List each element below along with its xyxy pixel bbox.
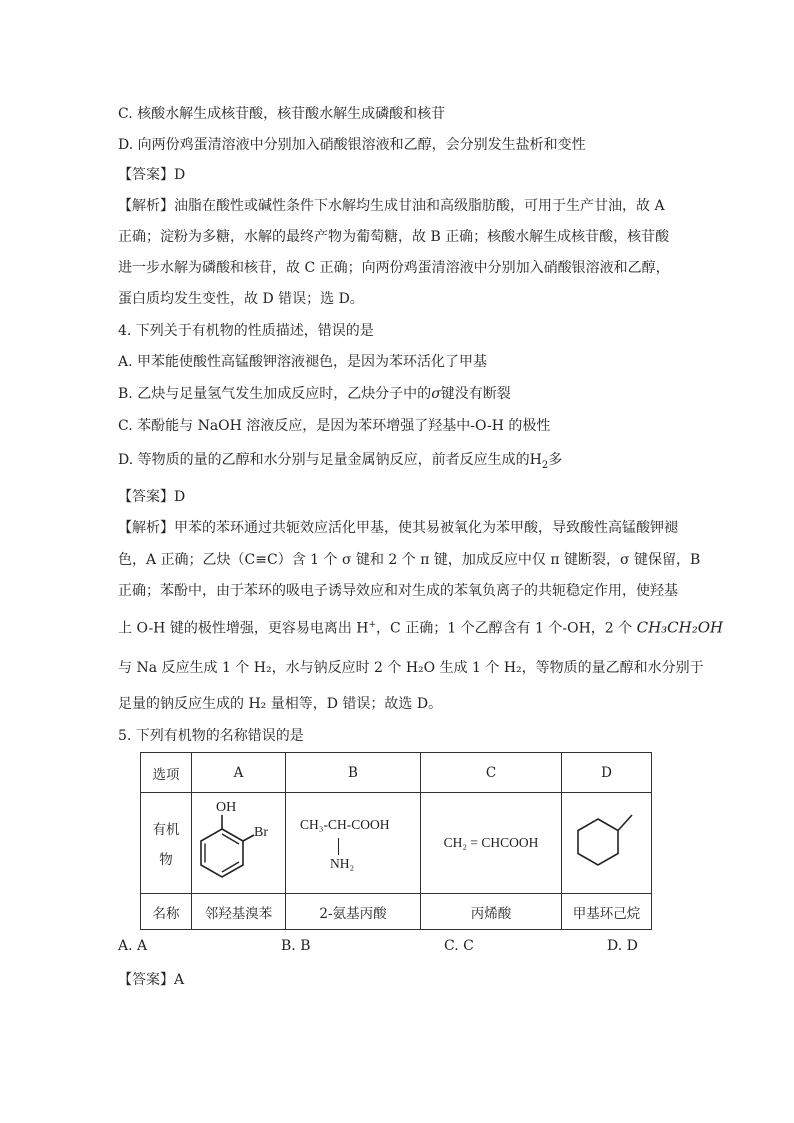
alanine-chain: CH₃-CH-COOH: [300, 817, 390, 832]
br-label: Br: [253, 825, 268, 840]
q4-answer: 【答案】D: [118, 489, 186, 505]
table-col-label: D: [562, 753, 652, 793]
q3-analysis-line: 【解析】油脂在酸性或碱性条件下水解均生成甘油和高级脂肪酸，可用于生产甘油，故 A: [118, 198, 665, 214]
name-cell: 甲基环己烷: [562, 894, 652, 930]
q4-option-c: C. 苯酚能与 NaOH 溶液反应，是因为苯环增强了羟基中-O-H 的极性: [118, 418, 551, 434]
q3-analysis-line: 进一步水解为磷酸和核苷，故 C 正确；向两份鸡蛋清溶液中分别加入硝酸银溶液和乙醇，: [118, 260, 670, 276]
q3-answer: 【答案】D: [118, 167, 186, 183]
table-row: [141, 753, 652, 793]
q4-option-d-text: D. 等物质的量的乙醇和水分别与足量金属钠反应，前者反应生成的: [118, 452, 530, 468]
table-row: [141, 894, 652, 930]
row-label: 有机: [152, 822, 180, 838]
choice-a: A. A: [118, 938, 148, 954]
q4-option-b: [118, 384, 511, 404]
q3-option-c: C. 核酸水解生成核苷酸，核苷酸水解生成磷酸和核苷: [118, 106, 446, 122]
q4-option-b-text-end: 键没有断裂: [440, 386, 511, 402]
q4-stem: 4. 下列关于有机物的性质描述，错误的是: [118, 323, 374, 339]
q4-analysis-line: 正确；苯酚中，由于苯环的吸电子诱导效应和对生成的苯氧负离子的共轭稳定作用，使羟基: [118, 583, 678, 599]
name-cell: 2-氨基丙酸: [286, 894, 421, 930]
q3-analysis: [118, 191, 678, 315]
q4-analysis-line: [118, 615, 723, 639]
q4-analysis-line: 与 Na 反应生成 1 个 H₂，水与钠反应时 2 个 H₂O 生成 1 个 H₂，等物质的量乙醇和水分别于: [118, 660, 704, 676]
q3-analysis-line: 蛋白质均发生变性，故 D 错误；选 D。: [118, 291, 364, 307]
h2-subscript: 2: [541, 459, 549, 471]
q4-analysis-line: 足量的钠反应生成的 H₂ 量相等，D 错误；故选 D。: [118, 696, 443, 712]
choice-d: D. D: [607, 938, 638, 954]
table-col-label: C: [421, 753, 562, 793]
q4-option-d: [118, 450, 562, 476]
oh-label: OH: [215, 800, 236, 815]
ethanol-formula: CH₃CH₂OH: [636, 618, 724, 637]
q4-analysis-line: 色，A 正确；乙炔（C≡C）含 1 个 σ 键和 2 个 π 键，加成反应中仅 π 键断裂，σ 键保留，B: [118, 552, 701, 568]
h-symbol: H: [529, 452, 542, 468]
options-table: [140, 752, 652, 930]
h2-formula: [529, 452, 549, 471]
table-row: [141, 793, 652, 894]
q4-analysis-text-mid: ，C 正确；1 个乙醇含有 1 个-OH，2 个: [376, 620, 633, 637]
q4-option-b-text: B. 乙炔与足量氢气发生加成反应时，乙炔分子中的: [118, 386, 432, 402]
structure-d-cell: [562, 793, 652, 894]
q4-analysis-line: 【解析】甲苯的苯环通过共轭效应活化甲基，使其易被氧化为苯甲酸，导致酸性高锰酸钾褪: [118, 520, 678, 536]
q5-stem: 5. 下列有机物的名称错误的是: [118, 728, 304, 744]
structure-c-cell: CH₂ = CHCOOH: [421, 793, 562, 894]
name-cell: 丙烯酸: [421, 894, 562, 930]
q5-answer: 【答案】A: [118, 972, 185, 988]
o-bromophenol-structure: [194, 793, 284, 889]
table-header-cell: 选项: [141, 753, 192, 793]
q4-option-a: A. 甲苯能使酸性高锰酸钾溶液褪色，是因为苯环活化了甲基: [118, 354, 488, 370]
q3-option-d: D. 向两份鸡蛋清溶液中分别加入硝酸银溶液和乙醇，会分别发生盐析和变性: [118, 137, 586, 153]
table-col-label: A: [192, 753, 286, 793]
row-label: 物: [159, 852, 173, 868]
q5-choices: [118, 938, 638, 958]
q3-analysis-line: 正确；淀粉为多糖，水解的最终产物为葡萄糖，故 B 正确；核酸水解生成核苷酸，核苷酸: [118, 229, 670, 245]
table-col-label: B: [286, 753, 421, 793]
structure-b-cell: [286, 793, 421, 894]
choice-c: C. C: [444, 938, 474, 954]
choice-b: B. B: [281, 938, 311, 954]
superscript-plus: +: [368, 620, 377, 630]
table-header-cell: 名称: [141, 894, 192, 930]
methylcyclohexane-structure: [562, 793, 651, 889]
amino-group: NH₂: [330, 856, 355, 871]
bond-line: [338, 838, 339, 855]
sigma-symbol: σ: [431, 386, 441, 402]
structure-a-cell: [192, 793, 286, 894]
table-header-cell: [141, 793, 192, 894]
name-cell: 邻羟基溴苯: [192, 894, 286, 930]
q4-analysis-text: 上 O-H 键的极性增强，更容易电离出 H: [118, 620, 369, 637]
q4-option-d-text-end: 多: [548, 452, 563, 468]
